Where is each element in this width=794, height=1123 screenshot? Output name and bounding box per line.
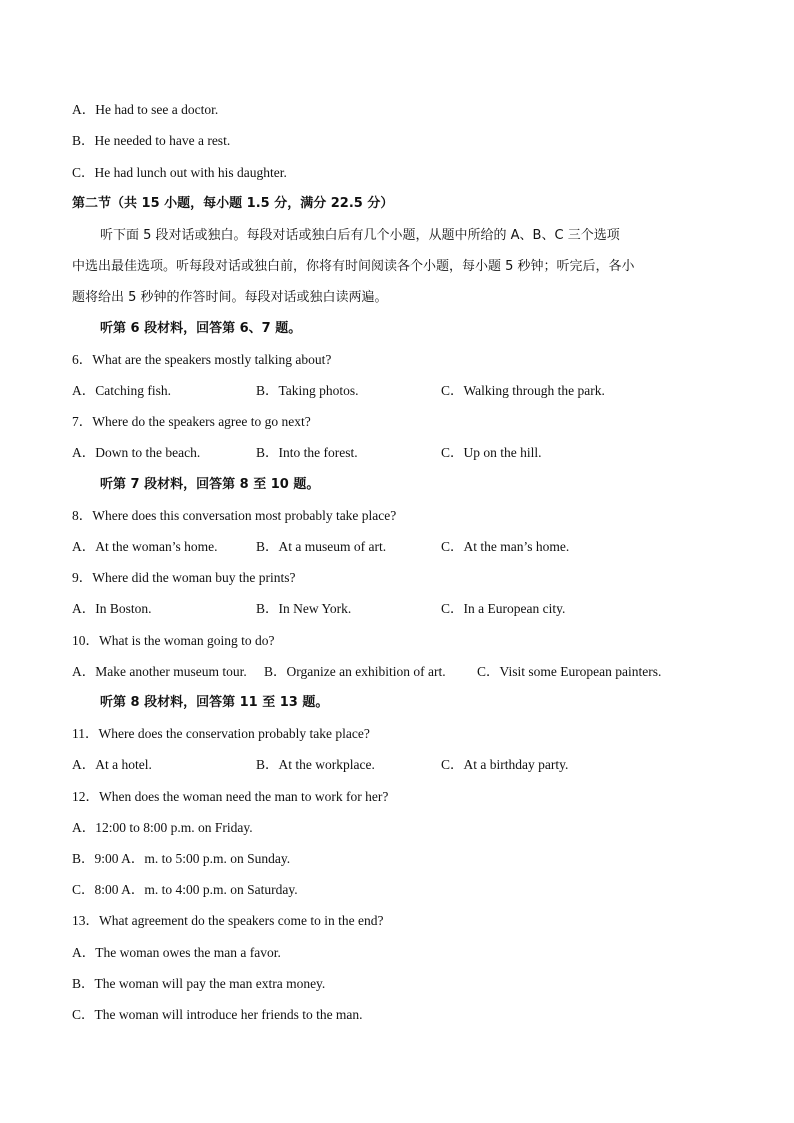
material-6-heading: 听第 6 段材料，回答第 6、7 题。 [100,321,302,336]
q12-option-b: B．9:00 A．m. to 5:00 p.m. on Sunday. [72,851,291,866]
q12-option-a: A．12:00 to 8:00 p.m. on Friday. [72,820,253,835]
q13-option-a: A．The woman owes the man a favor. [72,945,281,960]
q8-option-a: A．At the woman’s home. [72,539,218,554]
q8-option-c: C．At the man’s home. [441,539,570,554]
q11-option-c: C．At a birthday party. [441,757,569,772]
q12-stem: 12．When does the woman need the man to work for her? [72,789,389,804]
option-a: A．He had to see a doctor. [72,102,219,117]
q6-option-c: C．Walking through the park. [441,383,605,398]
q8-option-b: B．At a museum of art. [256,539,387,554]
q6-option-b: B．Taking photos. [256,383,359,398]
q13-stem: 13．What agreement do the speakers come to in the end? [72,913,384,928]
q11-stem: 11．Where does the conservation probably take place? [72,726,370,741]
q12-option-c: C．8:00 A．m. to 4:00 p.m. on Saturday. [72,882,298,897]
q13-option-c: C．The woman will introduce her friends to the man. [72,1007,363,1022]
q9-stem: 9．Where did the woman buy the prints? [72,570,296,585]
q7-stem: 7．Where do the speakers agree to go next? [72,414,311,429]
q11-option-b: B．At the workplace. [256,757,375,772]
q10-option-a: A．Make another museum tour. [72,664,247,679]
instruction-line-1: 听下面 5 段对话或独白。每段对话或独白后有几个小题，从题中所给的 A、B、C 三个选项 [100,228,620,243]
material-7-heading: 听第 7 段材料，回答第 8 至 10 题。 [100,477,320,492]
q8-stem: 8．Where does this conversation most probably take place? [72,508,397,523]
option-c: C．He had lunch out with his daughter. [72,165,287,180]
q10-stem: 10．What is the woman going to do? [72,633,275,648]
q10-option-b: B．Organize an exhibition of art. [264,664,446,679]
section-heading: 第二节（共 15 小题，每小题 1.5 分，满分 22.5 分） [72,196,394,211]
q6-option-a: A．Catching fish. [72,383,171,398]
q10-option-c: C．Visit some European painters. [477,664,662,679]
q9-option-a: A．In Boston. [72,601,152,616]
q7-option-c: C．Up on the hill. [441,445,542,460]
instruction-line-2: 中选出最佳选项。听每段对话或独白前，你将有时间阅读各个小题，每小题 5 秒钟；听完后，各小 [72,259,635,274]
instruction-line-3: 题将给出 5 秒钟的作答时间。每段对话或独白读两遍。 [72,290,388,305]
material-8-heading: 听第 8 段材料，回答第 11 至 13 题。 [100,695,329,710]
q13-option-b: B．The woman will pay the man extra money. [72,976,326,991]
q7-option-a: A．Down to the beach. [72,445,201,460]
q7-option-b: B．Into the forest. [256,445,358,460]
option-b: B．He needed to have a rest. [72,133,231,148]
q9-option-c: C．In a European city. [441,601,566,616]
q11-option-a: A．At a hotel. [72,757,152,772]
q6-stem: 6．What are the speakers mostly talking about? [72,352,332,367]
q9-option-b: B．In New York. [256,601,352,616]
